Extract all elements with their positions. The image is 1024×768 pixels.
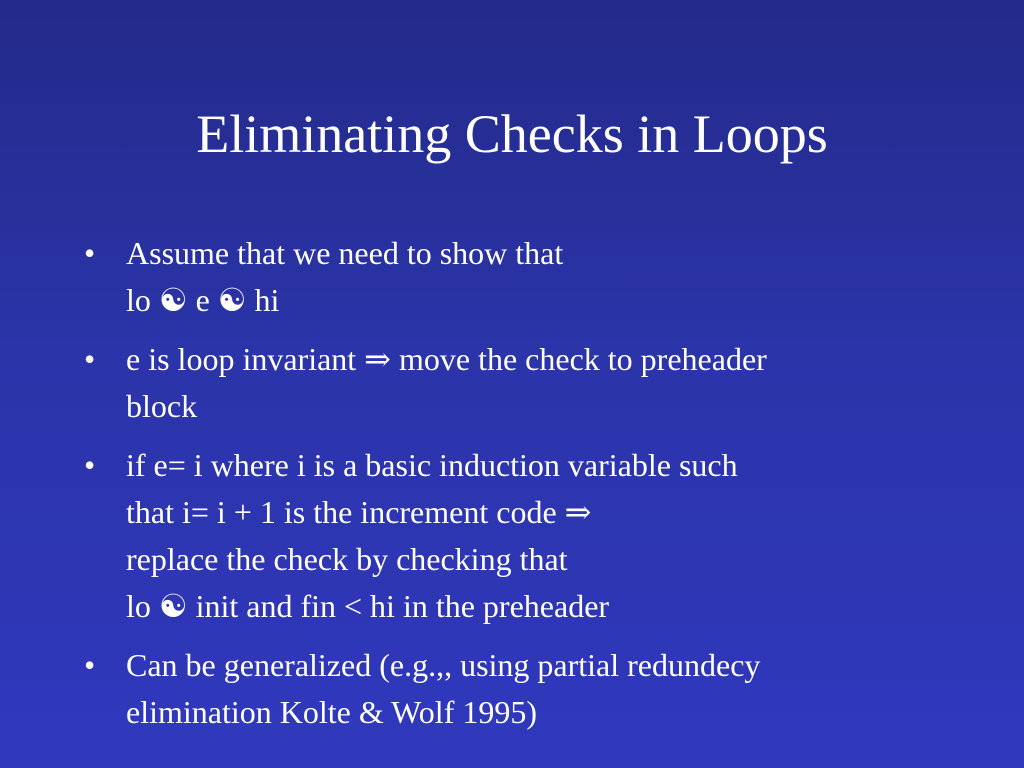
bullet-line: Assume that we need to show that bbox=[126, 235, 564, 271]
bullet-line: if e= i where i is a basic induction variable such bbox=[126, 447, 738, 483]
bullet-line: elimination Kolte & Wolf 1995) bbox=[126, 694, 537, 730]
bullet-item bbox=[84, 442, 964, 630]
bullet-line: lo ☯ init and fin < hi in the preheader bbox=[126, 588, 610, 624]
bullet-item bbox=[84, 230, 964, 324]
bullet-item bbox=[84, 642, 964, 736]
bullet-line: that i= i + 1 is the increment code ⇒ bbox=[126, 494, 592, 530]
bullet-item bbox=[84, 336, 964, 430]
bullet-icon: • bbox=[84, 341, 96, 377]
bullet-line: Can be generalized (e.g.,, using partial redundecy bbox=[126, 647, 761, 683]
bullet-icon: • bbox=[84, 647, 96, 683]
bullet-line: lo ☯ e ☯ hi bbox=[126, 282, 280, 318]
bullet-icon: • bbox=[84, 235, 96, 271]
bullet-line: block bbox=[126, 388, 198, 424]
slide-title: Eliminating Checks in Loops bbox=[196, 104, 828, 164]
bullet-line: e is loop invariant ⇒ move the check to preheader bbox=[126, 341, 767, 377]
bullet-icon: • bbox=[84, 447, 96, 483]
bullet-line: replace the check by checking that bbox=[126, 541, 568, 577]
bullet-list bbox=[84, 230, 964, 748]
